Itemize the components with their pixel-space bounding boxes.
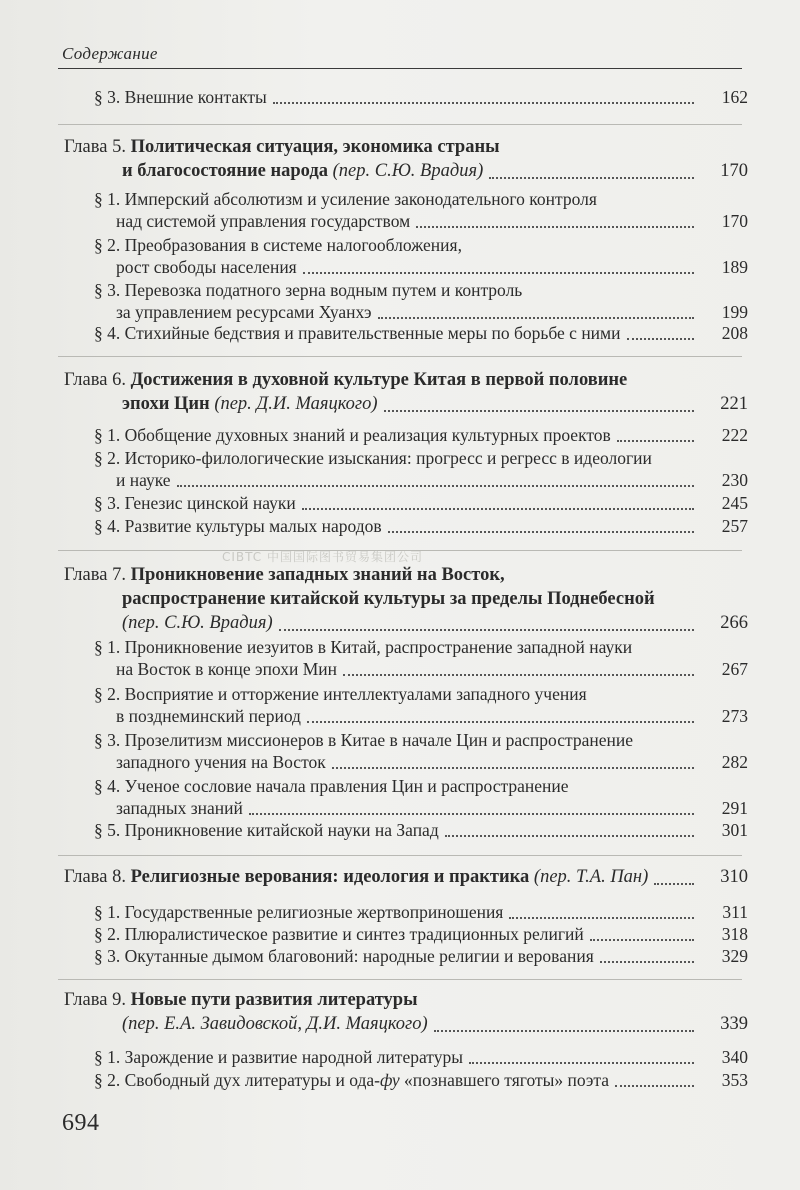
dot-leader <box>388 531 694 533</box>
dot-leader <box>384 410 694 412</box>
chapter-title-cont: распространение китайской культуры за пределы Поднебесной <box>122 589 655 609</box>
toc-entry[interactable] <box>94 424 748 446</box>
toc-entry[interactable] <box>94 492 748 514</box>
entry-title: § 2. Плюралистическое развитие и синтез традиционных религий <box>94 924 584 944</box>
page-ref: 340 <box>721 1047 748 1067</box>
divider <box>58 356 742 357</box>
dot-leader <box>249 813 694 815</box>
page-ref: 162 <box>721 87 748 107</box>
translator-credit: (пер. Е.А. Завидовской, Д.И. Маяцкого) <box>122 1014 428 1034</box>
dot-leader <box>489 177 694 179</box>
page-ref: 208 <box>721 323 748 343</box>
translator-credit: (пер. Т.А. Пан) <box>533 867 649 887</box>
dot-leader <box>600 961 694 963</box>
page-ref: 257 <box>721 516 748 536</box>
chapter-entry[interactable] <box>64 865 748 889</box>
entry-title-cont: за управлением ресурсами Хуанхэ <box>116 302 372 322</box>
chapter-title-cont: и благосостояние народа <box>122 161 328 181</box>
divider <box>58 855 742 856</box>
watermark-stamp: CIBTC 中国国际图书贸易集团公司 <box>222 550 423 564</box>
page-ref: 230 <box>721 470 748 490</box>
entry-title-cont: «познавшего тяготы» поэта <box>399 1070 610 1090</box>
chapter-entry[interactable] <box>64 563 748 635</box>
entry-title: § 4. Стихийные бедствия и правительственные меры по борьбе с ними <box>94 323 621 343</box>
translator-credit: (пер. Д.И. Маяцкого) <box>214 394 378 414</box>
dot-leader <box>615 1085 694 1087</box>
page-ref: 291 <box>721 798 748 818</box>
dot-leader <box>273 102 694 104</box>
dot-leader <box>378 317 694 319</box>
dot-leader <box>343 674 694 676</box>
entry-title: § 1. Имперский абсолютизм и усиление законодательного контроля <box>94 189 597 209</box>
entry-title: § 1. Зарождение и развитие народной литературы <box>94 1047 463 1067</box>
toc-entry[interactable] <box>94 322 748 344</box>
chapter-title-cont: эпохи Цин <box>122 394 210 414</box>
page-ref: 301 <box>721 820 748 840</box>
toc-entry[interactable] <box>94 279 748 323</box>
chapter-prefix: Глава 7. <box>64 565 131 585</box>
chapter-prefix: Глава 8. <box>64 867 131 887</box>
entry-title-cont: и науке <box>116 470 171 490</box>
page-number: 694 <box>62 1110 100 1136</box>
dot-leader <box>303 272 694 274</box>
chapter-title: Религиозные верования: идеология и практика <box>130 867 530 887</box>
entry-title: § 2. Восприятие и отторжение интеллектуалами западного учения <box>94 684 587 704</box>
entry-title-cont: над системой управления государством <box>116 211 411 231</box>
chapter-prefix: Глава 9. <box>64 990 131 1010</box>
page-ref: 353 <box>721 1070 748 1090</box>
chapter-entry[interactable] <box>64 368 748 416</box>
dot-leader <box>302 508 694 510</box>
dot-leader <box>509 917 694 919</box>
entry-title: § 1. Обобщение духовных знаний и реализация культурных проектов <box>94 425 611 445</box>
toc-entry[interactable] <box>94 819 748 841</box>
entry-title: § 4. Ученое сословие начала правления Цин и распространение <box>94 776 569 796</box>
toc-entry[interactable] <box>94 188 748 232</box>
chapter-title: Достижения в духовной культуре Китая в первой половине <box>130 370 628 390</box>
divider <box>58 124 742 125</box>
entry-title-cont: рост свободы населения <box>116 257 297 277</box>
dot-leader <box>307 721 694 723</box>
divider <box>58 979 742 980</box>
entry-title: § 3. Внешние контакты <box>94 87 267 107</box>
page-ref: 222 <box>721 425 748 445</box>
dot-leader <box>279 629 694 631</box>
toc-entry[interactable] <box>94 86 748 108</box>
entry-title-italic: фу <box>380 1070 400 1090</box>
entry-title: § 3. Перевозка податного зерна водным путем и контроль <box>94 280 523 300</box>
dot-leader <box>416 226 694 228</box>
toc-entry[interactable] <box>94 234 748 278</box>
dot-leader <box>469 1062 694 1064</box>
dot-leader <box>617 440 694 442</box>
entry-title: § 1. Проникновение иезуитов в Китай, распространение западной науки <box>94 637 633 657</box>
page-ref: 170 <box>721 211 748 231</box>
chapter-entry[interactable] <box>64 135 748 183</box>
page-ref: 221 <box>720 394 748 414</box>
dot-leader <box>654 883 694 885</box>
chapter-title: Проникновение западных знаний на Восток, <box>130 565 505 585</box>
dot-leader <box>434 1030 694 1032</box>
entry-title-cont: на Восток в конце эпохи Мин <box>116 659 338 679</box>
chapter-entry[interactable] <box>64 988 748 1036</box>
page-ref: 267 <box>721 659 748 679</box>
toc-entry[interactable] <box>94 683 748 727</box>
entry-title: § 2. Преобразования в системе налогообложения, <box>94 235 462 255</box>
chapter-prefix: Глава 5. <box>64 137 131 157</box>
page-ref: 266 <box>720 613 748 633</box>
page-ref: 282 <box>721 752 748 772</box>
toc-entry[interactable] <box>94 945 748 967</box>
chapter-prefix: Глава 6. <box>64 370 131 390</box>
dot-leader <box>590 939 694 941</box>
entry-title: § 3. Окутанные дымом благовоний: народные религии и верования <box>94 946 594 966</box>
page-ref: 339 <box>720 1014 748 1034</box>
translator-credit: (пер. С.Ю. Врадия) <box>332 161 484 181</box>
entry-title: § 1. Государственные религиозные жертвоприношения <box>94 902 504 922</box>
page-ref: 318 <box>721 924 748 944</box>
toc-entry[interactable] <box>94 729 748 773</box>
toc-entry[interactable] <box>94 923 748 945</box>
toc-entry[interactable] <box>94 1069 748 1091</box>
entry-title: § 2. Свободный дух литературы и ода- <box>94 1070 380 1090</box>
entry-title: § 5. Проникновение китайской науки на Запад <box>94 820 439 840</box>
toc-entry[interactable] <box>94 515 748 537</box>
page-ref: 273 <box>721 706 748 726</box>
dot-leader <box>332 767 694 769</box>
entry-title: § 2. Историко-филологические изыскания: прогресс и регресс в идеологии <box>94 448 652 468</box>
chapter-title: Новые пути развития литературы <box>130 990 418 1010</box>
entry-title-cont: в позднеминский период <box>116 706 301 726</box>
page-ref: 245 <box>721 493 748 513</box>
page-ref: 199 <box>721 302 748 322</box>
running-head: Содержание <box>62 44 158 63</box>
page-ref: 189 <box>721 257 748 277</box>
dot-leader <box>445 835 694 837</box>
toc-entry[interactable] <box>94 775 748 819</box>
dot-leader <box>627 338 695 340</box>
toc-entry[interactable] <box>94 1046 748 1068</box>
page-ref: 170 <box>720 161 748 181</box>
page-ref: 329 <box>721 946 748 966</box>
entry-title-cont: западного учения на Восток <box>116 752 326 772</box>
entry-title: § 3. Генезис цинской науки <box>94 493 296 513</box>
toc-entry[interactable] <box>94 901 748 923</box>
toc-entry[interactable] <box>94 636 748 680</box>
toc-entry[interactable] <box>94 447 748 491</box>
translator-credit: (пер. С.Ю. Врадия) <box>122 613 273 633</box>
entry-title-cont: западных знаний <box>116 798 243 818</box>
entry-title: § 3. Прозелитизм миссионеров в Китае в начале Цин и распространение <box>94 730 633 750</box>
dot-leader <box>177 485 694 487</box>
chapter-title: Политическая ситуация, экономика страны <box>130 137 500 157</box>
page-ref: 310 <box>720 867 748 887</box>
entry-title: § 4. Развитие культуры малых народов <box>94 516 382 536</box>
page-ref: 311 <box>722 902 748 922</box>
